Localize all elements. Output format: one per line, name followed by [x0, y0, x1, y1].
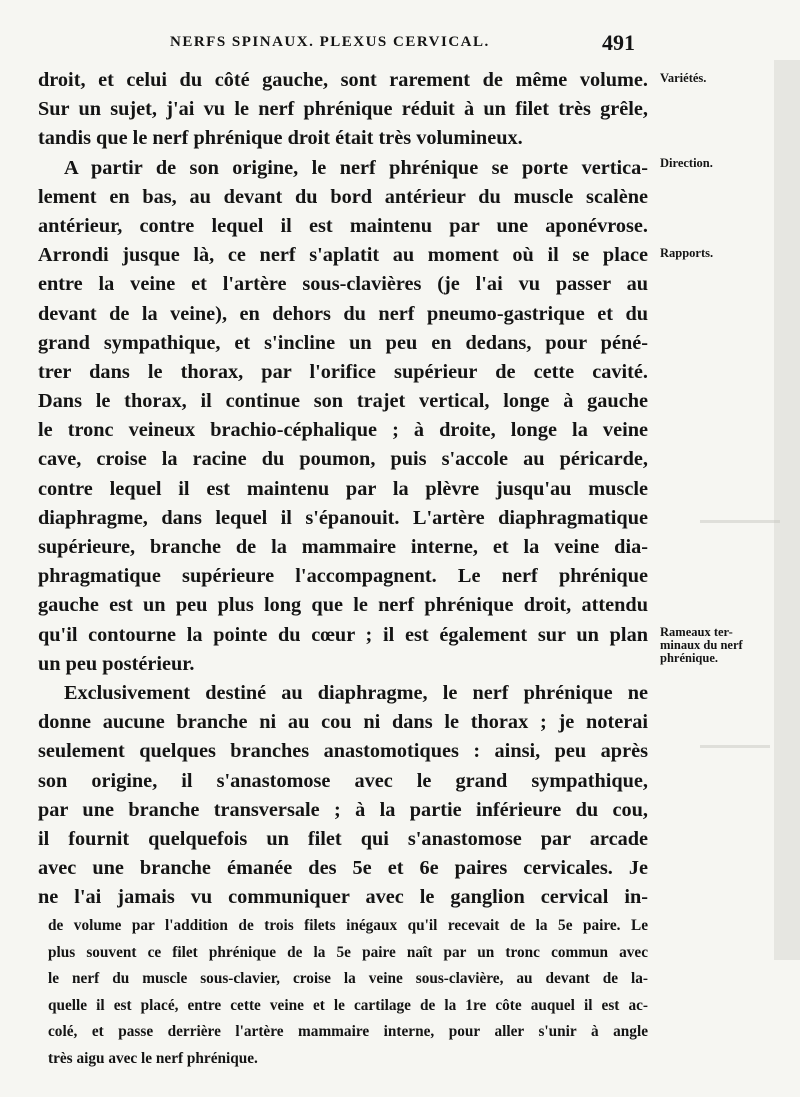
margin-note-label: Direction. — [660, 156, 713, 170]
footnote-line: le nerf du muscle sous-clavier, croise la veine sous-clavière, au devant de la- — [48, 970, 648, 987]
bleed-through-mark — [700, 520, 780, 523]
text-line: Dans le thorax, il continue son trajet vertical, longe à gauche — [38, 390, 648, 413]
text-line: contre lequel il est maintenu par la plèvre jusqu'au muscle — [38, 477, 648, 500]
margin-note-label: Rapports. — [660, 246, 714, 260]
footnote-line: très aigu avec le nerf phrénique. — [48, 1049, 258, 1067]
text-line: ne l'ai jamais vu communiquer avec le ganglion cervical in- — [38, 886, 648, 909]
text-line: phragmatique supérieure l'accompagnent. Le nerf phrénique — [38, 565, 648, 588]
margin-note-line: phrénique. — [660, 651, 719, 665]
text-line: devant de la veine), en dehors du nerf pneumo-gastrique et du — [38, 302, 648, 325]
bleed-through-shadow — [774, 60, 800, 960]
text-line: entre la veine et l'artère sous-clavières (je l'ai vu passer au — [38, 273, 648, 296]
text-line: qu'il contourne la pointe du cœur ; il est également sur un plan — [38, 623, 648, 646]
page-number: 491 — [602, 30, 635, 55]
text-line: avec une branche émanée des 5e et 6e paires cervicales. Je — [38, 857, 648, 880]
footnote-line: de volume par l'addition de trois filets inégaux qu'il recevait de la 5e paire. Le — [48, 917, 648, 934]
page-header — [0, 28, 800, 58]
text-line: gauche est un peu plus long que le nerf phrénique droit, attendu — [38, 594, 648, 617]
text-line: droit, et celui du côté gauche, sont rarement de même volume. — [38, 69, 648, 91]
bleed-through-mark — [700, 745, 770, 748]
text-line: lement en bas, au devant du bord antérieur du muscle scalène — [38, 185, 648, 208]
footnote — [48, 913, 648, 1072]
text-line: Arrondi jusque là, ce nerf s'aplatit au moment où il se place — [38, 244, 648, 267]
margin-note-line: minaux du nerf — [660, 638, 743, 652]
text-line: A partir de son origine, le nerf phrénique se porte vertica- — [64, 156, 648, 179]
footnote-line: quelle il est placé, entre cette veine et le cartilage de la 1re côte auquel il est ac- — [48, 996, 648, 1014]
text-line: Sur un sujet, j'ai vu le nerf phrénique réduit à un filet très grêle, — [38, 98, 648, 121]
text-line: grand sympathique, et s'incline un peu en dedans, pour péné- — [38, 331, 648, 354]
text-line: seulement quelques branches anastomotiques : ainsi, peu après — [38, 740, 648, 763]
margin-note-direction — [660, 157, 790, 170]
margin-note-line: Rameaux ter- — [660, 625, 733, 639]
text-line: tandis que le nerf phrénique droit était très volumineux. — [38, 127, 523, 150]
text-line: il fournit quelquefois un filet qui s'anastomose par arcade — [38, 827, 648, 850]
margin-note-rapports — [660, 247, 790, 260]
margin-note-label: Variétés. — [660, 71, 707, 85]
margin-note-rameaux — [660, 626, 790, 665]
text-line: cave, croise la racine du poumon, puis s'accole au péricarde, — [38, 448, 648, 471]
text-line: diaphragme, dans lequel il s'épanouit. L'artère diaphragmatique — [38, 506, 648, 529]
text-line: trer dans le thorax, par l'orifice supérieur de cette cavité. — [38, 360, 648, 383]
text-line: le tronc veineux brachio-céphalique ; à droite, longe la veine — [38, 419, 648, 442]
main-text-body — [38, 66, 648, 912]
footnote-line: plus souvent ce filet phrénique de la 5e paire naît par un tronc commun avec — [48, 943, 648, 961]
running-title: NERFS SPINAUX. PLEXUS CERVICAL. — [170, 34, 490, 50]
margin-note-varietes — [660, 72, 790, 85]
text-line: Exclusivement destiné au diaphragme, le nerf phrénique ne — [64, 681, 648, 704]
text-line: son origine, il s'anastomose avec le grand sympathique, — [38, 769, 648, 792]
text-line: donne aucune branche ni au cou ni dans le thorax ; je noterai — [38, 711, 648, 734]
text-line: supérieure, branche de la mammaire interne, et la veine dia- — [38, 536, 648, 558]
text-line: par une branche transversale ; à la partie inférieure du cou, — [38, 798, 648, 821]
text-line: un peu postérieur. — [38, 652, 195, 675]
footnote-line: colé, et passe derrière l'artère mammaire interne, pour aller s'unir à angle — [48, 1023, 648, 1040]
text-line: antérieur, contre lequel il est maintenu par une aponévrose. — [38, 214, 648, 237]
